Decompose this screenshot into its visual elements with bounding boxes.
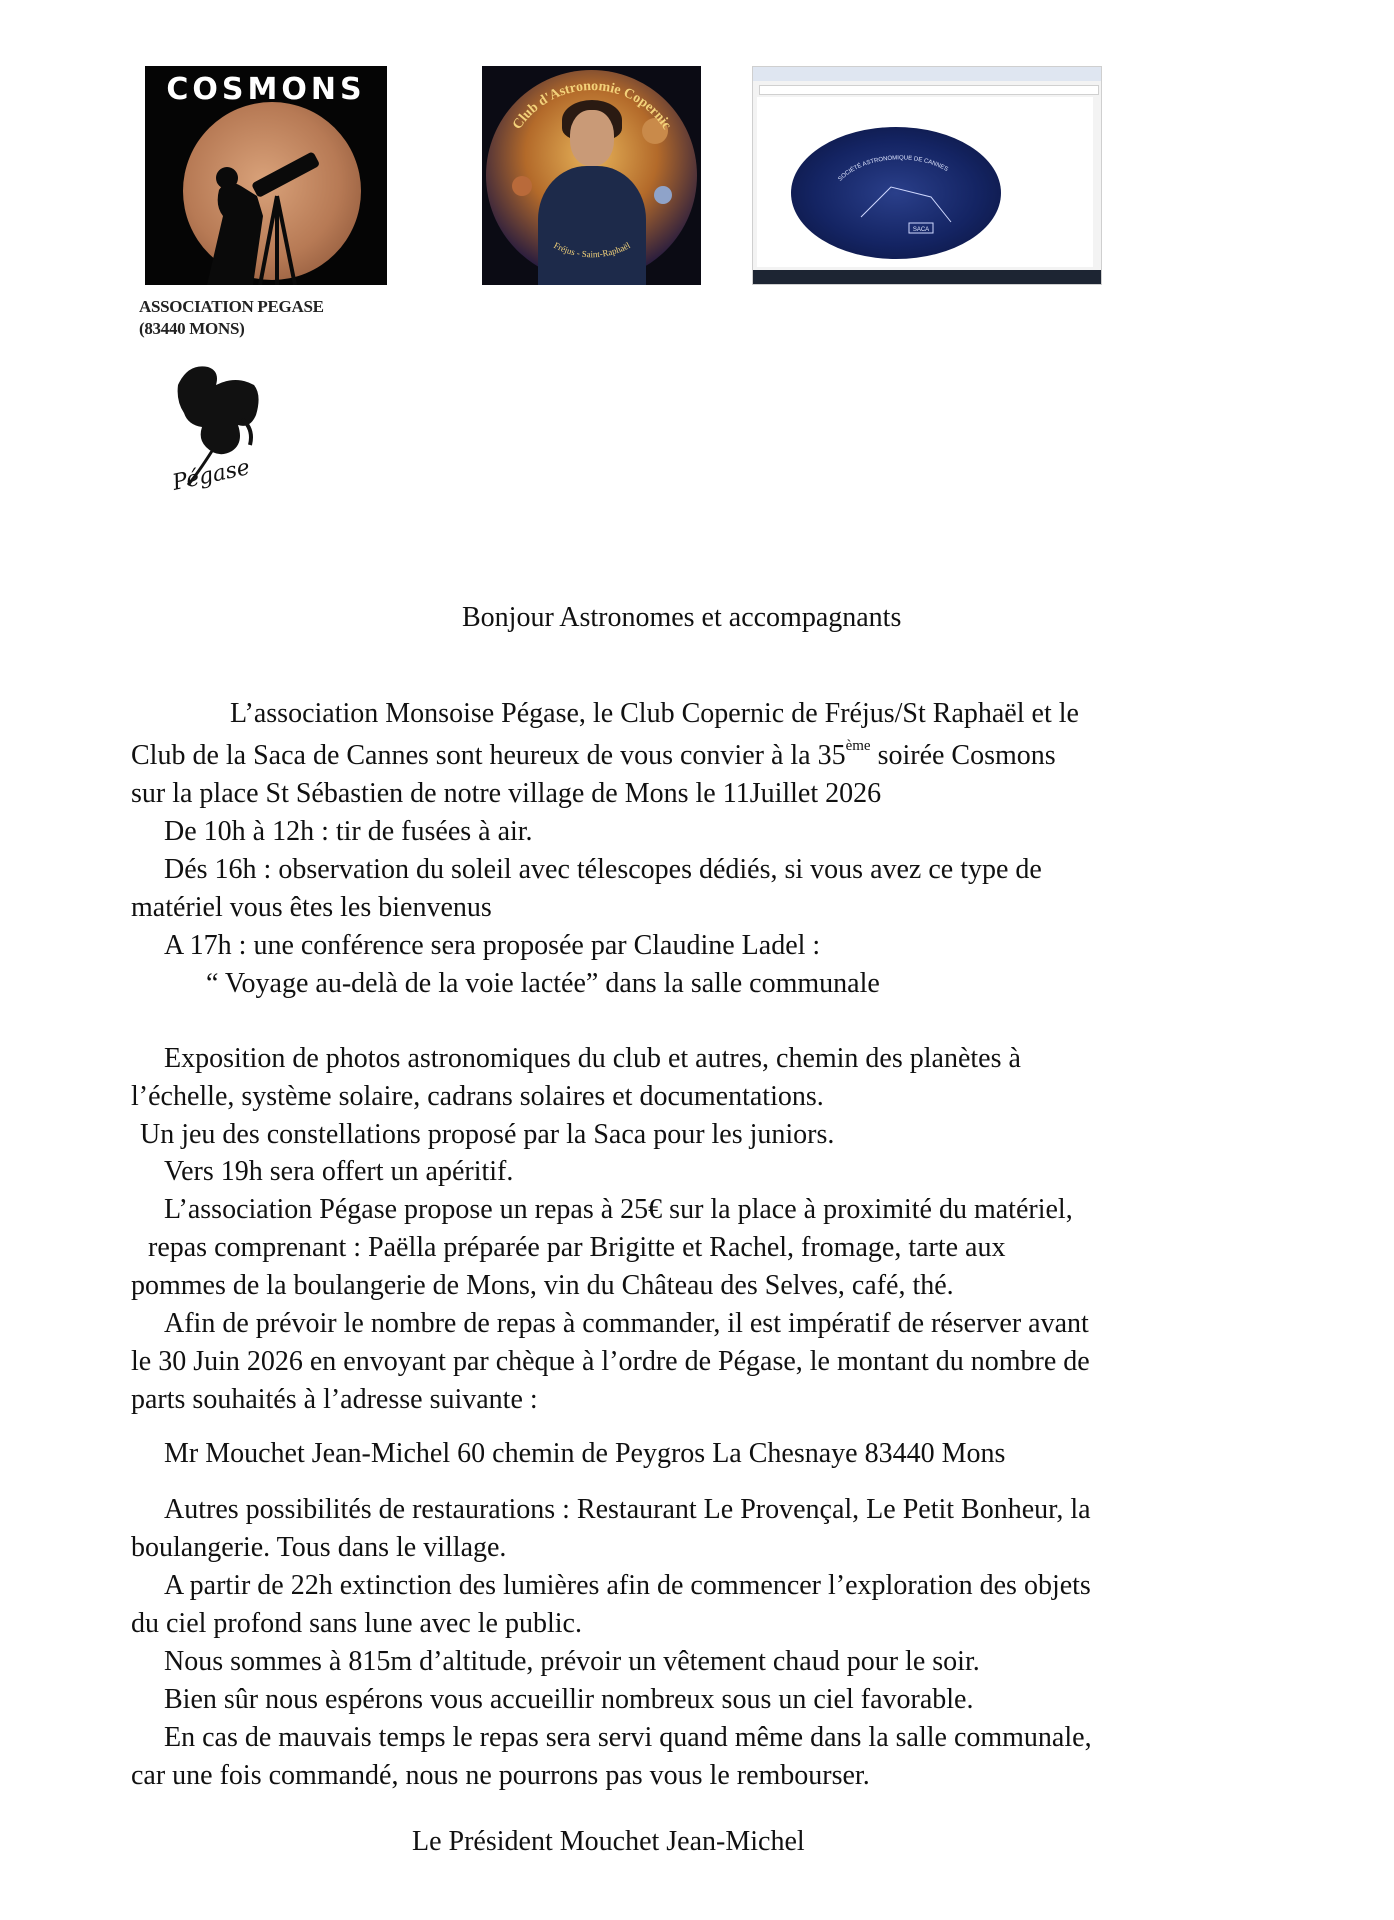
association-address: (83440 MONS) <box>139 319 245 338</box>
svg-text:Fréjus - Saint-Raphaël <box>552 240 632 259</box>
reservation: parts souhaités à l’adresse suivante : <box>131 1384 538 1415</box>
browser-address-bar <box>759 85 1099 95</box>
reservation: Afin de prévoir le nombre de repas à commander, il est impératif de réserver avant <box>164 1308 1089 1339</box>
greeting: Bonjour Astronomes et accompagnants <box>462 602 902 633</box>
svg-text:SOCIÉTÉ ASTRONOMIQUE DE CANNES <box>837 155 948 182</box>
telescope-silhouette-icon <box>145 66 387 285</box>
postal-address: Mr Mouchet Jean-Michel 60 chemin de Peygros La Chesnaye 83440 Mons <box>164 1438 1006 1469</box>
saca-ellipse-logo <box>791 127 1001 259</box>
taskbar <box>753 270 1101 284</box>
program-soleil: matériel vous êtes les bienvenus <box>131 892 492 923</box>
saca-logo-screenshot <box>752 66 1102 285</box>
program-fusees: De 10h à 12h : tir de fusées à air. <box>164 816 533 847</box>
svg-text:Club d'Astronomie Copernic <box>510 79 674 133</box>
intro-line: sur la place St Sébastien de notre village de Mons le 11Juillet 2026 <box>131 778 882 809</box>
program-jeu: Un jeu des constellations proposé par la Saca pour les juniors. <box>140 1119 835 1150</box>
reservation: le 30 Juin 2026 en envoyant par chèque à l’ordre de Pégase, le montant du nombre de <box>131 1346 1090 1377</box>
restaurants: boulangerie. Tous dans le village. <box>131 1532 507 1563</box>
saca-logo-name: SOCIÉTÉ ASTRONOMIQUE DE CANNES <box>837 155 949 183</box>
browser-viewport <box>757 97 1093 267</box>
copernic-club-logo <box>482 66 701 285</box>
program-exposition: l’échelle, système solaire, cadrans solaires et documentations. <box>131 1081 824 1112</box>
saca-logo-text <box>791 127 1001 259</box>
program-repas: L’association Pégase propose un repas à 25€ sur la place à proximité du matériel, <box>164 1194 1073 1225</box>
copernic-ring-subtitle: Fréjus - Saint-Raphaël <box>552 240 632 260</box>
intro-line: L’association Monsoise Pégase, le Club Copernic de Fréjus/St Raphaël et le <box>230 698 1079 729</box>
cosmons-logo-title: COSMONS <box>166 72 366 107</box>
conference-title: “ Voyage au-delà de la voie lactée” dans la salle communale <box>206 968 880 999</box>
restaurants: Autres possibilités de restaurations : Restaurant Le Provençal, Le Petit Bonheur, la <box>164 1494 1091 1525</box>
closing-wish: Bien sûr nous espérons vous accueillir nombreux sous un ciel favorable. <box>164 1684 974 1715</box>
program-soleil: Dés 16h : observation du soleil avec télescopes dédiés, si vous avez ce type de <box>164 854 1042 885</box>
copernic-ring-text <box>482 66 701 285</box>
ordinal-suffix: ème <box>845 737 871 754</box>
intro-line <box>131 737 1056 772</box>
browser-tab-bar <box>753 67 1101 81</box>
observation-nuit: A partir de 22h extinction des lumières afin de commencer l’exploration des objets <box>164 1570 1091 1601</box>
bad-weather-note: car une fois commandé, nous ne pourrons pas vous le rembourser. <box>131 1760 870 1791</box>
observation-nuit: du ciel profond sans lune avec le public. <box>131 1608 582 1639</box>
association-header <box>139 296 324 340</box>
bad-weather-note: En cas de mauvais temps le repas sera servi quand même dans la salle communale, <box>164 1722 1092 1753</box>
program-exposition: Exposition de photos astronomiques du club et autres, chemin des planètes à <box>164 1043 1021 1074</box>
cosmons-logo <box>145 66 387 285</box>
intro-text: Club de la Saca de Cannes sont heureux de vous convier à la 35 <box>131 740 846 771</box>
pegase-logo <box>158 355 268 505</box>
program-repas: pommes de la boulangerie de Mons, vin du Château des Selves, café, thé. <box>131 1270 954 1301</box>
altitude-note: Nous sommes à 815m d’altitude, prévoir un vêtement chaud pour le soir. <box>164 1646 980 1677</box>
program-conference: A 17h : une conférence sera proposée par Claudine Ladel : <box>164 930 821 961</box>
copernic-ring-title: Club d'Astronomie Copernic <box>510 78 674 133</box>
association-name: ASSOCIATION PEGASE <box>139 297 324 316</box>
program-repas: repas comprenant : Paëlla préparée par Brigitte et Rachel, fromage, tarte aux <box>148 1232 1006 1263</box>
program-aperitif: Vers 19h sera offert un apéritif. <box>164 1156 514 1187</box>
pegase-signature: Pégase <box>170 455 253 496</box>
saca-badge: SACA <box>912 227 930 233</box>
signature: Le Président Mouchet Jean-Michel <box>412 1826 805 1857</box>
intro-text: soirée Cosmons <box>870 740 1056 771</box>
